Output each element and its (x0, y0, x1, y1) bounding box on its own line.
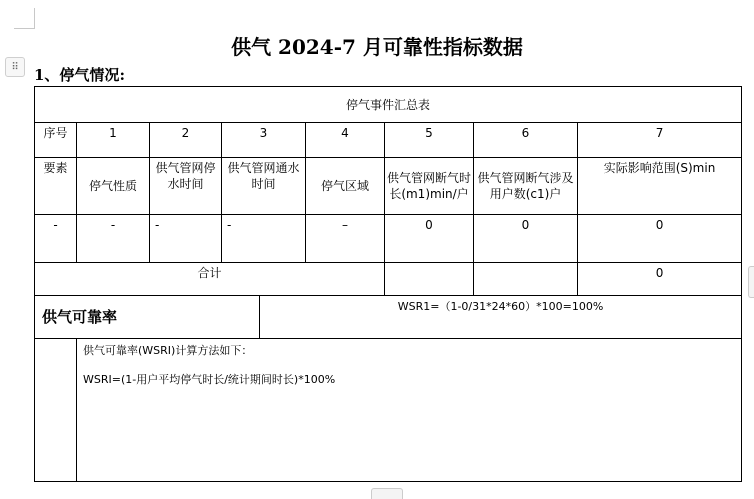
table-drag-handle-icon[interactable]: ⠿ (5, 57, 25, 77)
reliability-formula: WSR1=（1-0/31*24*60）*100=100% (260, 296, 742, 339)
total-value: 0 (578, 263, 742, 296)
data-cell-5: 0 (385, 215, 474, 263)
outage-summary-table (34, 86, 742, 296)
col-label-1: 停气性质 (77, 158, 150, 215)
col-num-6: 6 (474, 123, 578, 158)
total-empty-5 (385, 263, 474, 296)
data-cell-6: 0 (474, 215, 578, 263)
section-heading: 1、停气情况: (34, 66, 125, 84)
row-label-item: 要素 (35, 158, 77, 215)
data-cell-2: - (150, 215, 222, 263)
col-label-5: 供气管网断气时长(m1)min/户 (385, 158, 474, 215)
col-label-3: 供气管网通水时间 (222, 158, 306, 215)
method-spacer (83, 359, 735, 372)
reliability-label: 供气可靠率 (35, 296, 260, 339)
col-num-2: 2 (150, 123, 222, 158)
col-num-5: 5 (385, 123, 474, 158)
document-title: 供气 2024-7 月可靠性指标数据 (231, 35, 523, 59)
summary-heading: 停气事件汇总表 (35, 87, 742, 123)
col-num-7: 7 (578, 123, 742, 158)
method-cell (77, 339, 742, 482)
reliability-table (34, 295, 742, 482)
side-resize-handle[interactable] (748, 266, 754, 298)
total-label: 合计 (35, 263, 385, 296)
col-label-7: 实际影响范围(S)min (578, 158, 742, 215)
col-num-4: 4 (306, 123, 385, 158)
col-label-4: 停气区域 (306, 158, 385, 215)
row-label-num: 序号 (35, 123, 77, 158)
col-label-2: 供气管网停水时间 (150, 158, 222, 215)
method-formula: WSRI=(1-用户平均停气时长/统计期间时长)*100% (83, 373, 336, 386)
data-cell-4: – (306, 215, 385, 263)
data-cell-0: - (35, 215, 77, 263)
col-num-1: 1 (77, 123, 150, 158)
data-cell-3: - (222, 215, 306, 263)
data-cell-1: - (77, 215, 150, 263)
total-empty-6 (474, 263, 578, 296)
bottom-resize-handle[interactable] (371, 488, 403, 499)
col-num-3: 3 (222, 123, 306, 158)
method-title: 供气可靠率(WSRI)计算方法如下： (83, 344, 253, 357)
data-cell-7: 0 (578, 215, 742, 263)
col-label-6: 供气管网断气涉及用户数(c1)户 (474, 158, 578, 215)
page-corner-mark (14, 8, 35, 29)
method-blank-cell (35, 339, 77, 482)
